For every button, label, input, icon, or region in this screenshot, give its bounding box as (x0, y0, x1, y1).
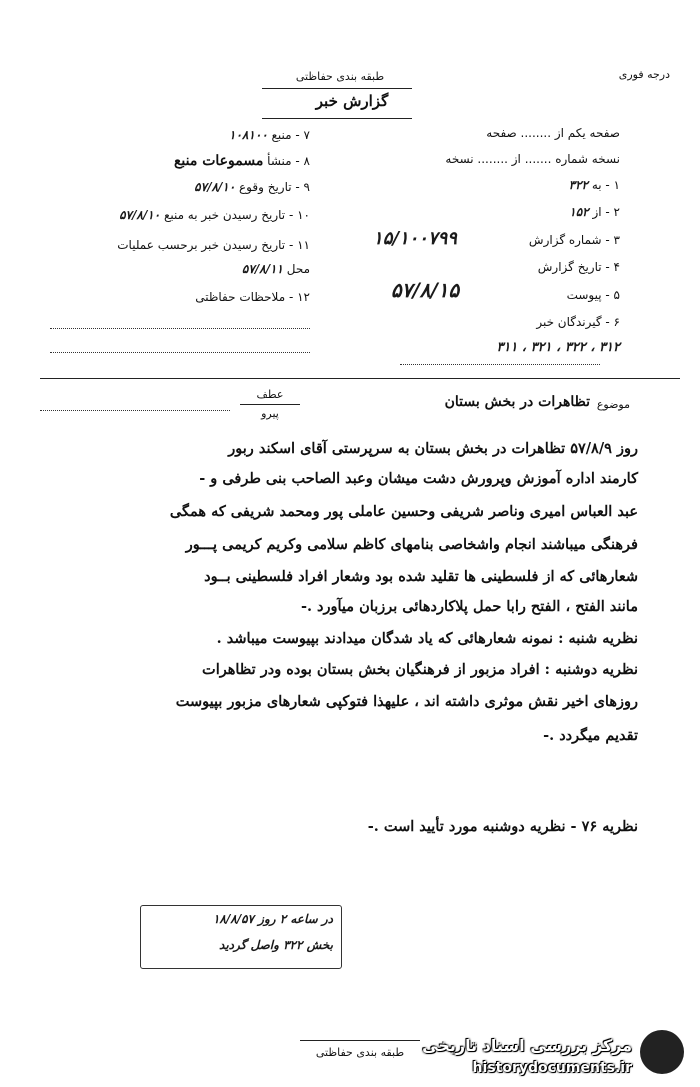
remarks-line-2 (50, 352, 310, 353)
header-rule (262, 88, 412, 89)
from-field (480, 205, 620, 219)
origin-label: ۸ - منشأ (267, 154, 310, 168)
report-type: گزارش خبر (315, 92, 389, 110)
ref-bottom: پیرو (261, 407, 279, 420)
to-value: ۳۲۲ (568, 178, 588, 192)
body-line-4: فرهنگی میباشند انجام واشخاصی بنامهای کاظم سلامی وکریم کریمی پـــور (185, 536, 638, 553)
report-date-value: ۵۷/۸/۱۵ (390, 278, 460, 302)
body-line-9: روزهای اخیر نقش موثری داشته اند ، علیهذا فتوکپی شعارهای مزبور بپیوست (175, 693, 638, 710)
report-no-label: ۳ - شماره گزارش (528, 233, 620, 247)
watermark-url: historydocuments.ir (472, 1060, 632, 1076)
body-line-10: تقدیم میگردد .- (543, 727, 638, 744)
subject-value: تظاهرات در بخش بستان (444, 394, 590, 410)
remarks-line-1 (50, 328, 310, 329)
ref-line (40, 410, 230, 411)
body-line-7: نظریه شنبه : نمونه شعارهائی که یاد شدگان میدادند بپیوست میباشد . (216, 630, 638, 647)
event-date-value: ۵۷/۸/۱۰ (194, 180, 236, 194)
receipt-stamp (140, 905, 342, 969)
ref-divider (240, 404, 300, 405)
report-date-label: ۴ - تاریخ گزارش (537, 260, 620, 274)
degree-label: درجه فوری (618, 68, 670, 81)
ref-top: عطف (256, 388, 284, 401)
body-line-2: کارمند اداره آموزش وپرورش دشت میشان وعبد الصاحب بنی طرفی و - (199, 470, 638, 487)
recipients-line (400, 364, 600, 365)
origin-value: مسموعات منبع (173, 153, 264, 169)
received-source-field (4, 208, 310, 222)
stamp-line-1: در ساعه ۲ روز ۱۸/۸/۵۷ (212, 912, 333, 926)
section-divider (40, 378, 680, 379)
source-label: ۷ - منبع (271, 128, 310, 142)
from-value: ۱۵۲ (569, 205, 589, 219)
recipients-label: ۶ - گیرندگان خبر (536, 315, 620, 329)
body-line-3: عبد العباس امیری وناصر شریفی وحسین عاملی پور ومحمد شریفی که همگی (169, 503, 638, 520)
body-line-8: نظریه دوشنبه : افراد مزبور از فرهنگیان بخش بستان بوده ودر تظاهرات (202, 661, 638, 678)
body-line-6: مانند الفتح ، الفتح رابا حمل پلاکاردهائی برزبان میآورد .- (300, 598, 638, 615)
body-line-11: نظریه ۷۶ - نظریه دوشنبه مورد تأیید است .- (367, 818, 638, 835)
remarks-label: ۱۲ - ملاحظات حفاظتی (195, 290, 310, 304)
source-field (150, 128, 310, 142)
origin-field (110, 153, 310, 169)
body-line-5: شعارهائی که از فلسطینی ها تقلید شده بود وشعار افراد فلسطینی بــود (204, 568, 638, 585)
watermark-title: مرکز بررسی اسناد تاریخی (422, 1036, 632, 1055)
to-label: ۱ - به (591, 178, 620, 192)
received-ops-field (110, 262, 310, 276)
source-value: ۱۰۸۱۰۰ (229, 128, 268, 142)
received-ops-label: ۱۱ - تاریخ رسیدن خبر برحسب عملیات (117, 238, 310, 252)
attachment-label: ۵ - پیوست (566, 288, 620, 302)
archive-logo-icon (640, 1030, 684, 1074)
stamp-line-2: بخش ۳۲۲ واصل گردید (219, 938, 333, 952)
classification-bottom: طبقه بندی حفاظتی (315, 1046, 405, 1059)
place-label: محل (286, 262, 310, 276)
event-date-label: ۹ - تاریخ وقوع (239, 180, 310, 194)
received-ops-value: ۵۷/۸/۱۱ (241, 262, 283, 276)
page-label: صفحه یکم از ........ صفحه (486, 126, 620, 140)
body-line-1: روز ۵۷/۸/۹ تظاهرات در بخش بستان به سرپرستی آقای اسکند ربور (228, 440, 638, 457)
from-label: ۲ - از (592, 205, 620, 219)
recipients-value: ۳۱۱ ، ۳۲۱ ، ۳۲۲ ، ۳۱۲ (496, 340, 620, 355)
received-source-label: ۱۰ - تاریخ رسیدن خبر به منبع (163, 208, 310, 222)
copy-label: نسخه شماره ....... از ........ نسخه (445, 152, 620, 166)
subject-label: موضوع (596, 398, 630, 411)
to-field (480, 178, 620, 192)
received-source-value: ۵۷/۸/۱۰ (119, 208, 161, 222)
header-box-bottom (262, 118, 412, 119)
event-date-field (90, 180, 310, 194)
classification-top: طبقه بندی حفاظتی (295, 70, 385, 83)
report-no-value: ۱۵/۱۰۰۷۹۹ (373, 228, 457, 249)
